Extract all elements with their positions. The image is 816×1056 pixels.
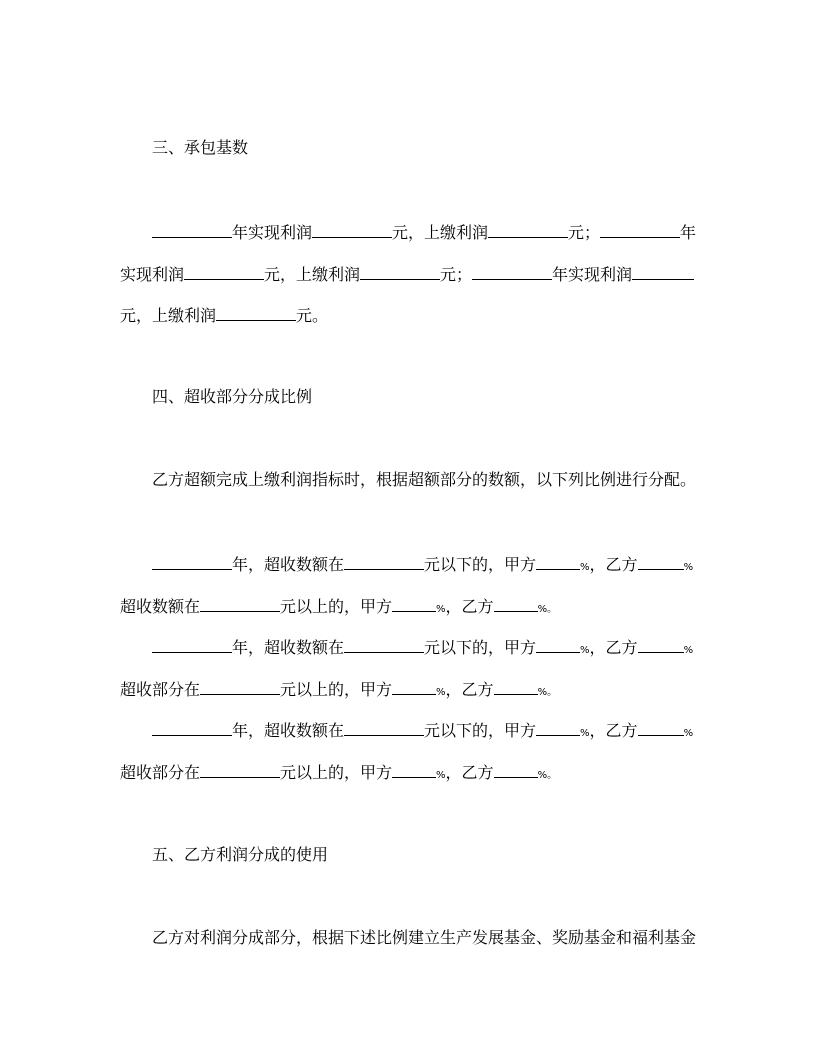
blank-field[interactable] [344, 636, 424, 653]
blank-field[interactable] [488, 221, 568, 238]
blank-field[interactable] [638, 636, 684, 653]
base-line-3: 元，上缴利润 元。 [120, 306, 329, 325]
ratio-line: 年，超收数额在 元以下的，甲方 %，乙方 % [152, 553, 693, 573]
ratio-line: 年，超收数额在 元以下的，甲方 %，乙方 % [152, 636, 693, 656]
blank-field[interactable] [344, 719, 424, 736]
blank-field[interactable] [494, 678, 538, 695]
section-5-heading: 五、乙方利润分成的使用 [152, 845, 329, 864]
ratio-line: 超收部分在 元以上的，甲方 %，乙方 %。 [120, 763, 558, 782]
section-4-intro: 乙方超额完成上缴利润指标时，根据超额部分的数额，以下列比例进行分配。 [152, 470, 697, 489]
blank-field[interactable] [184, 263, 264, 280]
blank-field[interactable] [638, 553, 684, 570]
blank-field[interactable] [632, 263, 694, 280]
base-line-2: 实现利润 元，上缴利润 元； 年实现利润 [120, 263, 694, 283]
blank-field[interactable] [536, 719, 580, 736]
blank-field[interactable] [600, 221, 680, 238]
blank-field[interactable] [536, 553, 580, 570]
blank-field[interactable] [200, 678, 280, 695]
blank-field[interactable] [200, 761, 280, 778]
blank-field[interactable] [494, 595, 538, 612]
ratio-line: 超收部分在 元以上的，甲方 %，乙方 %。 [120, 680, 558, 699]
blank-field[interactable] [152, 553, 232, 570]
ratio-line: 年，超收数额在 元以下的，甲方 %，乙方 % [152, 719, 693, 739]
blank-field[interactable] [392, 595, 436, 612]
blank-field[interactable] [152, 719, 232, 736]
section-4-heading: 四、超收部分分成比例 [152, 387, 313, 406]
section-5-intro: 乙方对利润分成部分，根据下述比例建立生产发展基金、奖励基金和福利基金 [152, 928, 697, 947]
blank-field[interactable] [494, 761, 538, 778]
blank-field[interactable] [216, 304, 296, 321]
blank-field[interactable] [200, 595, 280, 612]
blank-field[interactable] [344, 553, 424, 570]
blank-field[interactable] [392, 761, 436, 778]
section-3-heading: 三、承包基数 [152, 138, 249, 157]
blank-field[interactable] [360, 263, 440, 280]
blank-field[interactable] [152, 221, 232, 238]
base-line-1: 年实现利润 元，上缴利润 元； 年 [152, 221, 696, 241]
blank-field[interactable] [312, 221, 392, 238]
blank-field[interactable] [536, 636, 580, 653]
blank-field[interactable] [472, 263, 552, 280]
blank-field[interactable] [638, 719, 684, 736]
blank-field[interactable] [152, 636, 232, 653]
ratio-line: 超收数额在 元以上的，甲方 %，乙方 %。 [120, 597, 558, 616]
blank-field[interactable] [392, 678, 436, 695]
